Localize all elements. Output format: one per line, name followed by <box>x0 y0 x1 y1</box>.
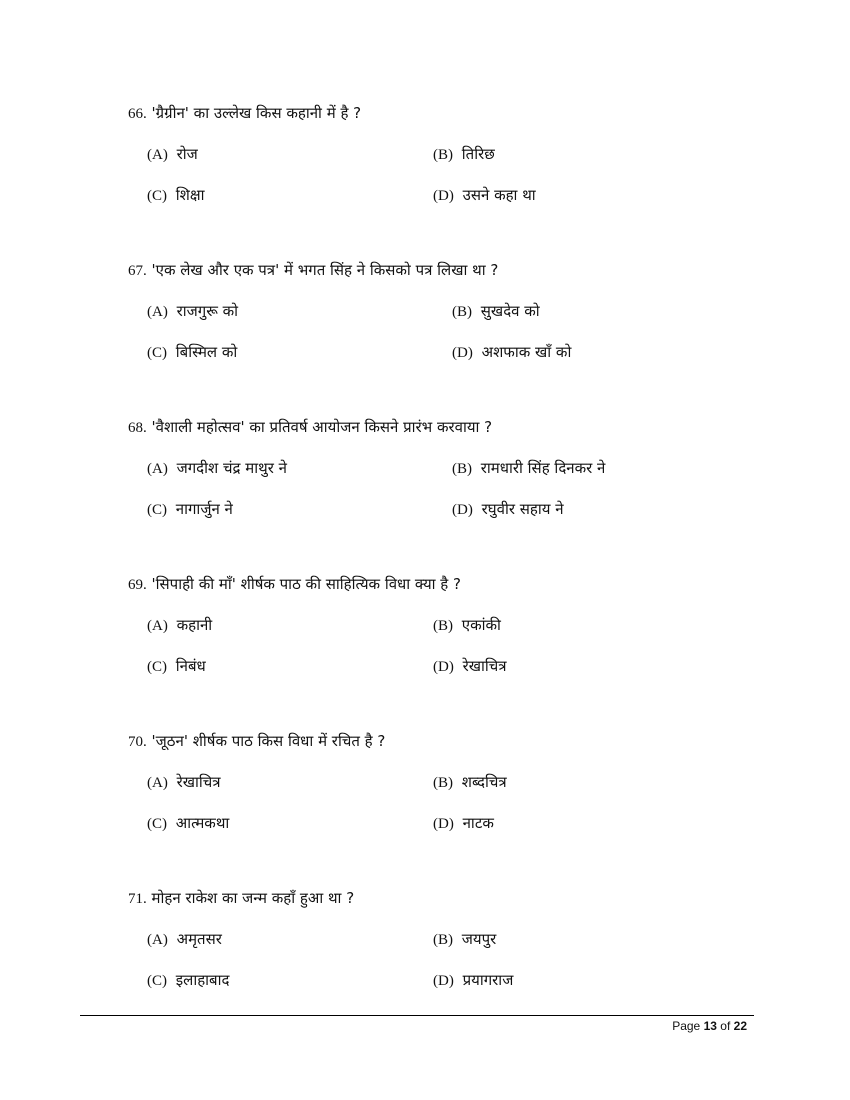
option-label: (B) <box>452 304 472 320</box>
question-text <box>128 103 361 124</box>
option-a <box>147 615 212 636</box>
option-text: बिस्मिल को <box>175 343 238 361</box>
option-label: (D) <box>433 188 454 204</box>
option-label: (C) <box>147 188 167 204</box>
option-b <box>452 301 540 322</box>
page-word: Page <box>672 1019 701 1033</box>
option-text: जगदीश चंद्र माथुर ने <box>176 459 287 477</box>
option-text: सुखदेव को <box>480 302 540 320</box>
option-a <box>147 929 222 950</box>
option-b <box>452 458 605 479</box>
question-body: 'एक लेख और एक पत्र' में भगत सिंह ने किसको पत्र लिखा था ? <box>151 261 499 279</box>
option-c <box>147 970 229 991</box>
option-label: (D) <box>452 345 473 361</box>
option-label: (B) <box>433 932 453 948</box>
option-label: (D) <box>433 816 454 832</box>
question-number: 71. <box>128 891 147 907</box>
question-text <box>128 417 492 438</box>
option-label: (B) <box>433 147 453 163</box>
question-70 <box>128 731 768 841</box>
option-text: शब्दचित्र <box>461 773 507 791</box>
option-label: (C) <box>147 816 167 832</box>
question-66 <box>128 103 768 213</box>
option-label: (C) <box>147 502 167 518</box>
option-text: कहानी <box>176 616 213 634</box>
option-text: रेखाचित्र <box>176 773 221 791</box>
total-pages-number: 22 <box>733 1019 747 1033</box>
question-body: 'वैशाली महोत्सव' का प्रतिवर्ष आयोजन किसने प्रारंभ करवाया ? <box>151 418 493 436</box>
option-label: (C) <box>147 345 167 361</box>
question-body: 'ग्रैग्रीन' का उल्लेख किस कहानी में है ? <box>151 104 362 122</box>
option-label: (B) <box>433 775 453 791</box>
option-label: (C) <box>147 973 167 989</box>
option-label: (D) <box>433 659 454 675</box>
option-label: (D) <box>452 502 473 518</box>
question-number: 68. <box>128 420 147 436</box>
option-label: (C) <box>147 659 167 675</box>
option-label: (A) <box>147 618 168 634</box>
option-label: (A) <box>147 461 168 477</box>
question-67 <box>128 260 768 370</box>
option-c <box>147 342 237 363</box>
option-c <box>147 656 206 677</box>
question-text <box>128 888 354 909</box>
question-body: 'जूठन' शीर्षक पाठ किस विधा में रचित है ? <box>151 732 386 750</box>
option-label: (B) <box>452 461 472 477</box>
option-text: निबंध <box>175 657 206 675</box>
option-text: रोज <box>176 145 198 163</box>
question-text <box>128 731 385 752</box>
question-number: 69. <box>128 577 147 593</box>
question-71 <box>128 888 768 998</box>
option-d <box>433 970 513 991</box>
option-text: अमृतसर <box>176 930 222 948</box>
option-text: एकांकी <box>461 616 501 634</box>
option-a <box>147 458 287 479</box>
option-label: (A) <box>147 147 168 163</box>
question-number: 67. <box>128 263 147 279</box>
option-c <box>147 813 229 834</box>
option-d <box>433 656 507 677</box>
option-b <box>433 615 501 636</box>
question-text <box>128 574 461 595</box>
option-text: रामधारी सिंह दिनकर ने <box>480 459 606 477</box>
question-number: 66. <box>128 106 147 122</box>
option-text: नागार्जुन ने <box>175 500 233 518</box>
option-c <box>147 185 205 206</box>
option-b <box>433 929 496 950</box>
option-c <box>147 499 233 520</box>
option-label: (A) <box>147 775 168 791</box>
question-69 <box>128 574 768 684</box>
option-text: नाटक <box>462 814 494 832</box>
option-b <box>433 772 507 793</box>
option-b <box>433 144 495 165</box>
option-d <box>433 813 494 834</box>
option-a <box>147 772 221 793</box>
option-text: जयपुर <box>461 930 497 948</box>
option-label: (D) <box>433 973 454 989</box>
question-number: 70. <box>128 734 147 750</box>
question-body: मोहन राकेश का जन्म कहाँ हुआ था ? <box>151 889 355 907</box>
option-d <box>433 185 536 206</box>
page-footer <box>672 1019 747 1033</box>
option-text: अशफाक खाँ को <box>481 343 572 361</box>
option-a <box>147 301 238 322</box>
option-text: रेखाचित्र <box>462 657 507 675</box>
option-text: राजगुरू को <box>176 302 239 320</box>
option-text: आत्मकथा <box>175 814 230 832</box>
option-text: रघुवीर सहाय ने <box>481 500 564 518</box>
option-d <box>452 499 564 520</box>
option-text: शिक्षा <box>175 186 205 204</box>
footer-divider <box>80 1015 754 1016</box>
option-label: (A) <box>147 932 168 948</box>
question-body: 'सिपाही की माँ' शीर्षक पाठ की साहित्यिक विधा क्या है ? <box>151 575 462 593</box>
question-68 <box>128 417 768 527</box>
option-text: तिरिछ <box>461 145 495 163</box>
of-word: of <box>720 1019 731 1033</box>
option-label: (B) <box>433 618 453 634</box>
current-page-number: 13 <box>703 1019 717 1033</box>
option-a <box>147 144 198 165</box>
option-text: उसने कहा था <box>462 186 536 204</box>
question-text <box>128 260 498 281</box>
option-text: इलाहाबाद <box>175 971 230 989</box>
option-label: (A) <box>147 304 168 320</box>
option-d <box>452 342 571 363</box>
option-text: प्रयागराज <box>462 971 514 989</box>
